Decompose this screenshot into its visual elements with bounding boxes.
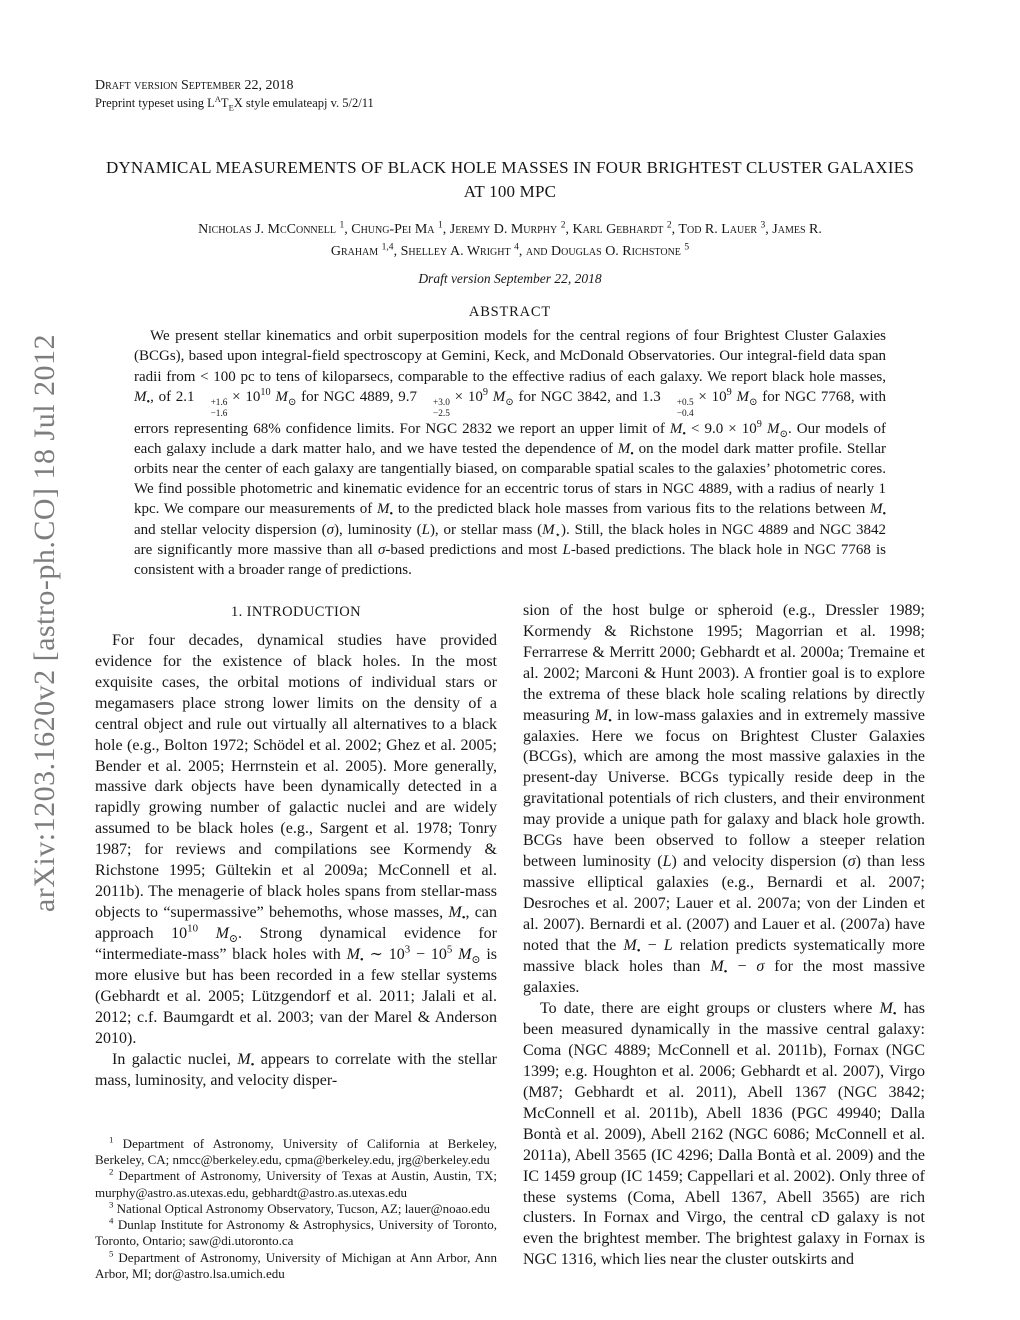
two-column-body — [95, 601, 925, 1282]
author-list — [95, 219, 925, 262]
intro-paragraph-3: To date, there are eight groups or clusters where $M_•$ has been measured dynamically in the massive central galaxy: Coma (NGC 4889; McConnell et al. 2011b), Fornax (NGC 1399; e.g. Houghton et al. 2006; Gebhardt et al. 2007), Virgo (M87; Gebhardt et al. 2011), Abell 1367 (NGC 3842; McConnell et al. 2011b), Abell 1836 (PGC 49940; Dalla Bontà et al. 2009), Abell 2162 (NGC 6086; McConnell et al. 2011a), Abell 3565 (IC 4296; Dalla Bontà et al. 2009) and the IC 1459 group (IC 1459; Cappellari et al. 2002). Only three of these systems (Coma, Abell 1367, Abell 3565) are rich clusters. In Fornax and Virgo, the central cD galaxy is not even the brightest member. The brightest galaxy in Fornax is NGC 1316, which lies near the cluster outskirts and — [523, 999, 925, 1269]
paper-title-line1: DYNAMICAL MEASUREMENTS OF BLACK HOLE MASSES IN FOUR BRIGHTEST CLUSTER GALAXIES — [105, 157, 915, 177]
footnotes-block — [95, 1136, 497, 1282]
author-list-line2: Graham $^{1,4}$, Shelley A. Wright $^4$, and Douglas O. Richstone $^5$ — [330, 241, 690, 259]
draft-version-line: Draft version September 22, 2018 — [95, 78, 294, 93]
intro-paragraph-1: For four decades, dynamical studies have provided evidence for the existence of black holes. In the most exquisite cases, the orbital motions of individual stars or megamasers place strong lower limits on the density of a central object and rule out virtually all alternatives to a black hole (e.g., Bolton 1972; Schödel et al. 2002; Ghez et al. 2005; Bender et al. 2005; Herrnstein et al. 2005). More generally, massive dark objects have been dynamically detected in a rapidly growing number of galactic nuclei and are widely assumed to be black holes (e.g., Sargent et al. 1978; Tonry 1987; for reviews and compilations see Kormendy & Richstone 1995; Gültekin et al 2009a; McConnell et al. 2011b). The menagerie of black holes spans from stellar-mass objects to “supermassive” behemoths, whose masses, $M_•$, can approach $10^{10}$ $M_⊙$. Strong dynamical evidence for “intermediate-mass” black holes with $M_•$ ∼ $10^3 - 10^5$ $M_⊙$ is more elusive but has been recorded in a few stellar systems (Gebhardt et al. 2005; Lützgendorf et al. 2011; Jalali et al. 2012; c.f. Baumgardt et al. 2003; van der Marel & Anderson 2010). — [95, 631, 498, 1047]
footnote-affiliation-3: $^3$ National Optical Astronomy Observatory, Tucson, AZ; lauer@noao.edu — [109, 1199, 490, 1216]
section-heading-introduction: 1. INTRODUCTION — [230, 603, 362, 620]
intro-paragraph-2: In galactic nuclei, $M_•$ appears to correlate with the stellar mass, luminosity, and velocity disper- — [95, 1050, 497, 1089]
dateline: Draft version September 22, 2018 — [418, 271, 602, 287]
typeset-note-line: Preprint typeset using $L^AT_EX$ style emulateapj v. 5/2/11 — [95, 93, 374, 113]
abstract-heading: ABSTRACT — [468, 304, 552, 321]
footnote-affiliation-4: $^4$ Dunlap Institute for Astronomy & Astrophysics, University of Toronto, Toronto, Ontario; saw@di.utoronto.ca — [95, 1215, 497, 1249]
paper-title-line2: AT 100 MPC — [463, 182, 557, 202]
intro-paragraph-2-continued: sion of the host bulge or spheroid (e.g., Dressler 1989; Kormendy & Richstone 1995; Magorrian et al. 1998; Ferrarrese & Merritt 2000; Gebhardt et al. 2000a; Tremaine et al. 2002; Marconi & Hunt 2003). A frontier goal is to explore the extrema of these black hole scaling relations by directly measuring $M_•$ in low-mass galaxies and in extremely massive galaxies. Here we focus on Brightest Cluster Galaxies (BCGs), which are among the most massive galaxies in the present-day Universe. BCGs typically reside deep in the gravitational potentials of rich clusters, and their environment may provide a unique path for galaxy and black hole growth. BCGs have been observed to follow a steeper relation between luminosity (L) and velocity dispersion (σ) than less massive elliptical galaxies (e.g., Bernardi et al. 2007; Desroches et al. 2007; Lauer et al. 2007a; von der Linden et al. 2007). Bernardi et al. (2007) and Lauer et al. (2007a) have noted that the $M_• - L$ relation predicts systematically more massive black holes than $M_• - \sigma$ for the most massive galaxies. — [523, 601, 925, 996]
left-column — [95, 601, 497, 1282]
author-list-line1: Nicholas J. McConnell $^1$, Chung-Pei Ma $^1$, Jeremy D. Murphy $^2$, Karl Gebhardt $^2$, Tod R. Lauer $^3$, James R. — [198, 220, 822, 237]
footnote-affiliation-5: $^5$ Department of Astronomy, University of Michigan at Ann Arbor, Ann Arbor, MI; dor@astro.lsa.umich.edu — [95, 1248, 497, 1281]
footnote-affiliation-1: $^1$ Department of Astronomy, University of California at Berkeley, Berkeley, CA; nmcc@berkeley.edu, cpma@berkeley.edu, jrg@berkeley.edu — [95, 1134, 497, 1168]
paper-title — [95, 156, 925, 205]
right-column — [523, 601, 925, 1282]
abstract-text: We present stellar kinematics and orbit superposition models for the central regions of four Brightest Cluster Galaxies (BCGs), based upon integral-field spectroscopy at Gemini, Keck, and McDonald Observatories. Our integral-field data span radii from < 100 pc to tens of kiloparsecs, comparable to the effective radius of each galaxy. We report black hole masses, $M_•$, of 2.1 +1.6 −1.6 × $10^{10}$ $M_⊙$ for NGC 4889, 9.7 +3.0 −2.5 × $10^9$ $M_⊙$ for NGC 3842, and 1.3 +0.5 −0.4 × $10^9$ $M_⊙$ for NGC 7768, with errors representing 68% confidence limits. For NGC 2832 we report an upper limit of $M_• < 9.0 \times 10^9$ $M_⊙$. Our models of each galaxy include a dark matter halo, and we have tested the dependence of $M_•$ on the model dark matter profile. Stellar orbits near the center of each galaxy are tangentially biased, on comparable spatial scales to the galaxies’ photometric cores. We find possible photometric and kinematic evidence for an eccentric torus of stars in NGC 4889, with a radius of nearly 1 kpc. We compare our measurements of $M_•$ to the predicted black hole masses from various fits to the relations between $M_•$ and stellar velocity dispersion (σ), luminosity (L), or stellar mass $(M_⋆)$. Still, the black holes in NGC 4889 and NGC 3842 are significantly more massive than all σ-based predictions and most L-based predictions. The black hole in NGC 7768 is consistent with a broader range of predictions. — [134, 328, 887, 578]
arxiv-watermark: arXiv:1203.1620v2 [astro-ph.CO] 18 Jul 2012 — [28, 333, 61, 913]
preprint-header — [95, 78, 925, 112]
footnote-affiliation-2: $^2$ Department of Astronomy, University of Texas at Austin, Austin, TX; murphy@astro.as.utexas.edu, gebhardt@astro.as.utexas.edu — [95, 1166, 497, 1200]
